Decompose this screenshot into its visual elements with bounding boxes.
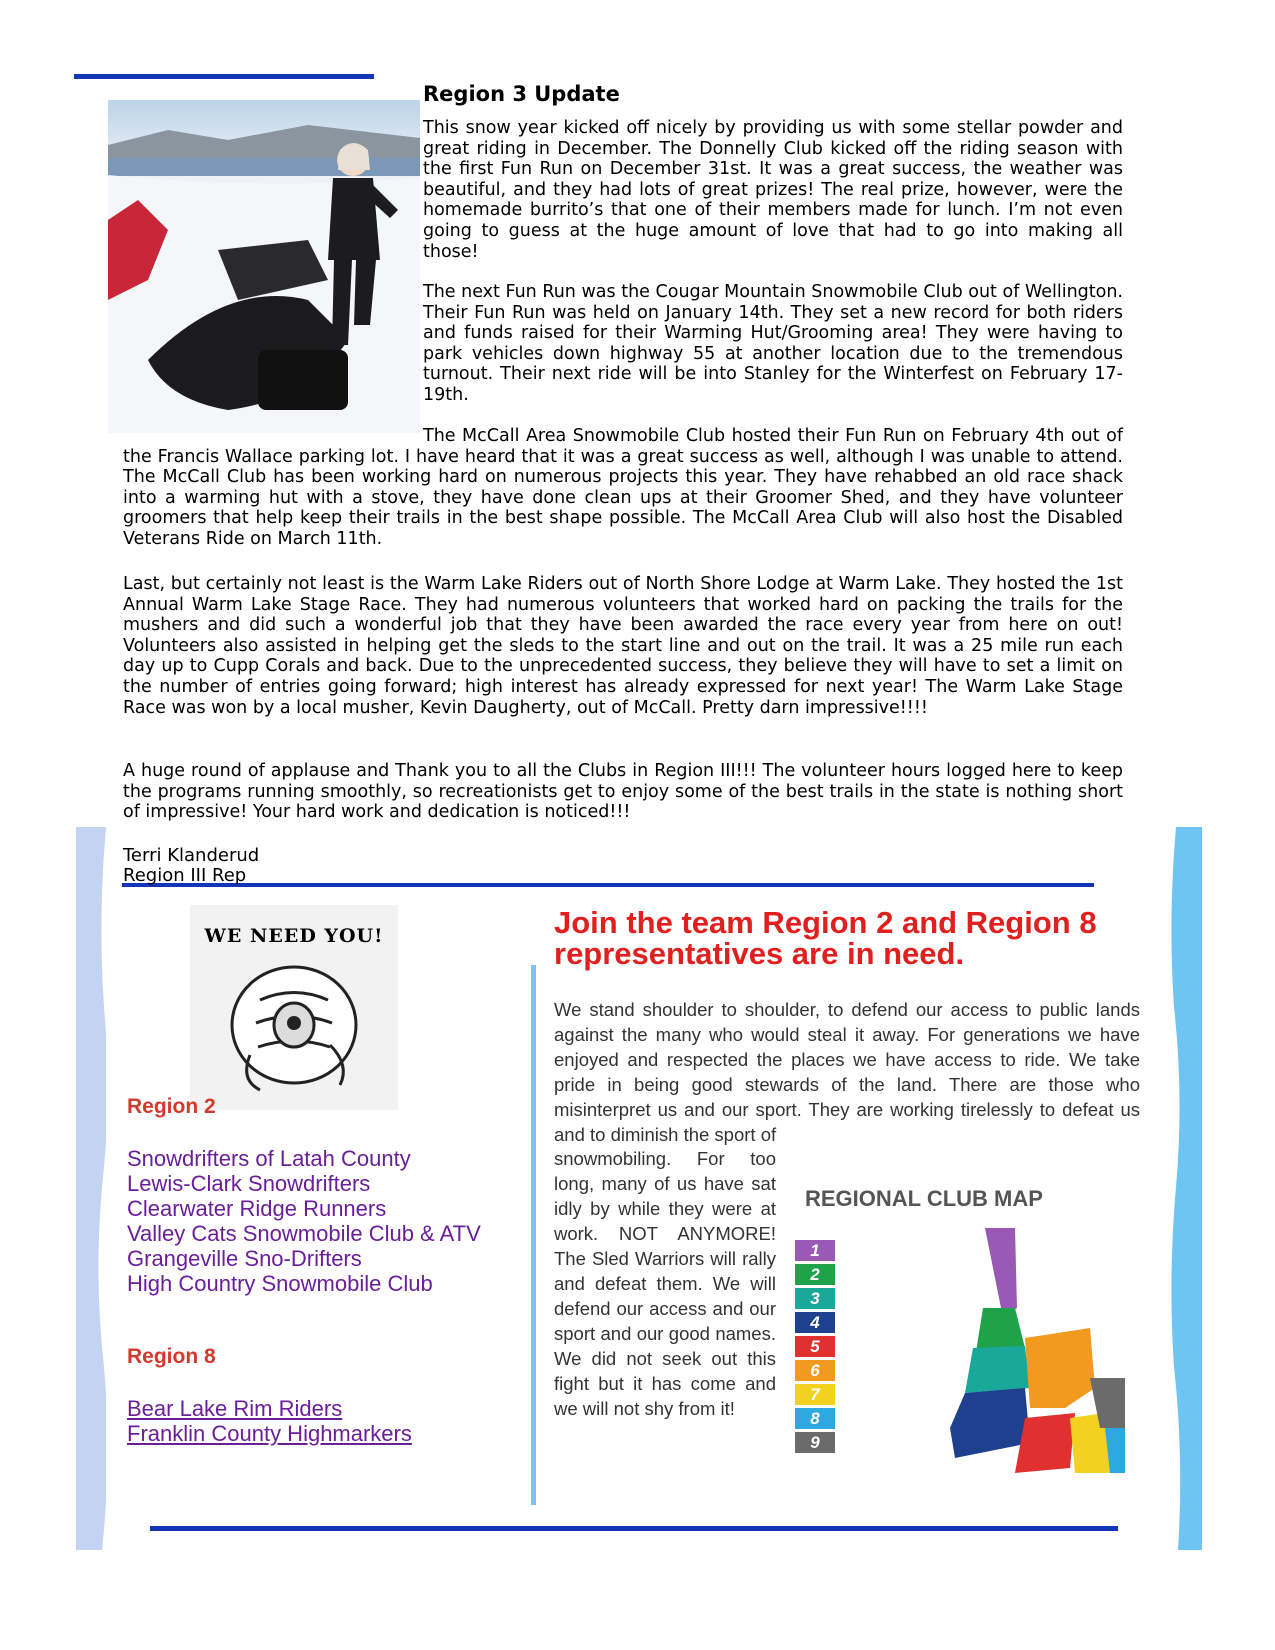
- top-rule: [74, 74, 374, 79]
- club-valley-cats: Valley Cats Snowmobile Club & ATV: [127, 1221, 481, 1246]
- map-legend-badge: 3: [795, 1288, 835, 1309]
- left-decorative-bar: [76, 827, 106, 1550]
- region-2-club-list: [127, 1146, 481, 1296]
- article-paragraph-1: This snow year kicked off nicely by providing us with some stellar powder and great riding in December. The Donnelly Club kicked off the riding season with the first Fun Run on December 31st. It was a great success, the weather was beautiful, and they had lots of great prizes! The real prize, however, were the homemade burrito’s that one of their members made for lunch. I’m not even going to guess at the huge amount of love that had to go into making all those!: [423, 118, 1123, 262]
- club-clearwater-ridge: Clearwater Ridge Runners: [127, 1196, 387, 1221]
- article-paragraph-4: Last, but certainly not least is the Warm Lake Riders out of North Shore Lodge at Warm Lake. They hosted the 1st Annual Warm Lake Stage Race. They had numerous volunteers that worked hard on packing the trails for the mushers and did such a wonderful job that they have been awarded the race every year from here on out! Volunteers also assisted in helping get the sleds to the start line and out on the trail. It was a 25 mile run each day up to Cupp Corals and back. Due to the unprecedented success, they believe they will have to set a limit on the number of entries going forward; high interest has already expressed for next year! The Warm Lake Stage Race was won by a local musher, Kevin Daugherty, out of McCall. Pretty darn impressive!!!!: [123, 574, 1123, 718]
- club-high-country: High Country Snowmobile Club: [127, 1271, 433, 1296]
- map-legend-badge: 8: [795, 1408, 835, 1429]
- join-accent-bar: [531, 965, 536, 1505]
- club-bear-lake-link[interactable]: Bear Lake Rim Riders: [127, 1396, 343, 1421]
- join-text-full: We stand shoulder to shoulder, to defend our access to public lands against the many who would steal it away. For generations we have enjoyed and respected the places we have access to ride. We take pride in being good stewards of the land. There are those who misinterpret us and our sport. They are working tirelessly to defeat us and to diminish the sport of: [554, 999, 1140, 1145]
- map-legend-badge: 9: [795, 1432, 835, 1453]
- signature-name: Terri Klanderud: [123, 845, 260, 866]
- snowmobile-photo: [108, 100, 420, 433]
- article-title: Region 3 Update: [423, 82, 620, 106]
- club-franklin-county-link[interactable]: Franklin County Highmarkers: [127, 1421, 412, 1446]
- join-heading-line-2: representatives are in need.: [554, 936, 965, 971]
- map-legend: [795, 1240, 845, 1456]
- map-legend-badge: 5: [795, 1336, 835, 1357]
- article-paragraph-2: The next Fun Run was the Cougar Mountain Snowmobile Club out of Wellington. Their Fun Run was held on January 14th. They set a new record for both riders and funds raised for their Warming Hut/Grooming area! They were having to park vehicles down highway 55 at another location due to the tremendous turnout. Their next ride will be into Stanley for the Winterfest on February 17-19th.: [423, 282, 1123, 405]
- club-lewis-clark: Lewis-Clark Snowdrifters: [127, 1171, 371, 1196]
- article-paragraph-3: The McCall Area Snowmobile Club hosted their Fun Run on February 4th out of the Francis Wallace parking lot. I have heard that it was a great success as well, although I was unable to attend. The McCall Club has been working hard on numerous projects this year. They have rehabbed an old race shack into a warming hut with a stove, they have done clean ups at their Groomer Shed, and they have volunteer groomers that help keep their trails in the best shape possible. The McCall Area Club will also host the Disabled Veterans Ride on March 11th.: [123, 426, 1123, 549]
- region-8-club-list: [127, 1396, 412, 1446]
- right-decorative-bar: [1170, 827, 1202, 1550]
- region-2-heading: Region 2: [127, 1095, 216, 1118]
- region-8-heading: Region 8: [127, 1345, 216, 1368]
- club-snowdrifters-latah: Snowdrifters of Latah County: [127, 1146, 411, 1171]
- we-need-you-caption: WE NEED YOU!: [204, 925, 384, 947]
- club-grangeville: Grangeville Sno-Drifters: [127, 1246, 362, 1271]
- join-heading-line-1: Join the team Region 2 and Region 8: [554, 905, 1097, 940]
- map-legend-badge: 4: [795, 1312, 835, 1333]
- idaho-map-graphic: [865, 1228, 1125, 1498]
- signature-title: Region III Rep: [123, 865, 247, 886]
- join-team-heading: [554, 907, 1154, 969]
- map-legend-badge: 7: [795, 1384, 835, 1405]
- map-legend-badge: 1: [795, 1240, 835, 1261]
- pointing-hand-icon: [190, 905, 398, 1110]
- map-title: REGIONAL CLUB MAP: [805, 1186, 1043, 1211]
- we-need-you-image: [190, 905, 398, 1110]
- bottom-rule: [150, 1526, 1118, 1531]
- middle-rule: [122, 883, 1094, 887]
- join-text-narrow: snowmobiling. For too long, many of us have sat idly by while they were at work. NOT ANYMORE! The Sled Warriors will rally and defeat them. We will defend our access and our sport and our good names. We did not seek out this fight but it has come and we will not shy from it!: [554, 1148, 776, 1419]
- article-paragraph-5: A huge round of applause and Thank you to all the Clubs in Region III!!! The volunteer hours logged here to keep the programs running smoothly, so recreationists get to enjoy some of the best trails in the state is nothing short of impressive! Your hard work and dedication is noticed!!!: [123, 761, 1123, 823]
- map-legend-badge: 6: [795, 1360, 835, 1381]
- map-legend-badge: 2: [795, 1264, 835, 1285]
- regional-club-map: [795, 1178, 1145, 1500]
